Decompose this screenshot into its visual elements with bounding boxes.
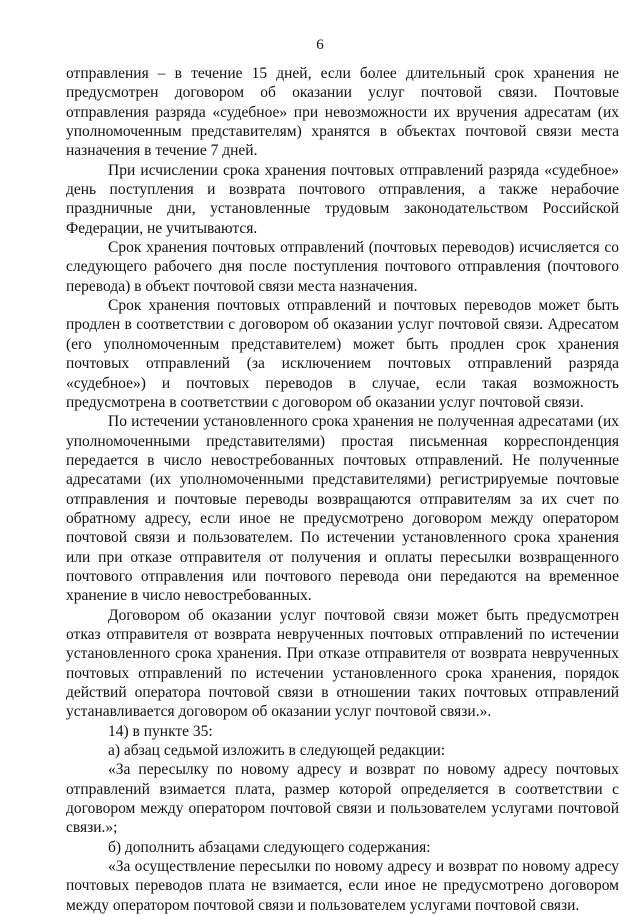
body-paragraph: По истечении установленного срока хранения не полученная адресатами (их уполномоченными представителями) простая письменная корреспонденция передается в число невостребованных почтовых отправлений. Не полученные адресатами (их уполномоченными представителями) регистрируемые почтовые отправления и почтовые переводы возвращаются отправителям за их счет по обратному адресу, если иное не предусмотрено договором между оператором почтовой связи и пользователем. По истечении установленного срока хранения или при отказе отправителя от получения и оплаты пересылки возвращенного почтового отправления или почтового перевода они передаются на временное хранение в число невостребованных. <box>66 413 619 605</box>
body-paragraph: Договором об оказании услуг почтовой связи может быть предусмотрен отказ отправителя от возврата неврученных почтовых отправлений по истечении установленного срока хранения. При отказе отправителя от возврата неврученных почтовых отправлений по истечении установленного срока хранения, порядок действий оператора почтовой связи в отношении таких почтовых отправлений устанавливается договором об оказании услуг почтовой связи.». <box>66 606 619 721</box>
page-number: 6 <box>316 37 324 53</box>
body-paragraph: б) дополнить абзацами следующего содержания: <box>108 838 431 856</box>
body-paragraph: «За осуществление пересылки по новому адресу и возврат по новому адресу почтовых переводов плата не взимается, если иное не предусмотрено договором между оператором почтовой связи и пользователем услугами почтовой связи. <box>66 858 619 914</box>
body-paragraph: Срок хранения почтовых отправлений и почтовых переводов может быть продлен в соответствии с договором об оказании услуг почтовой связи. Адресатом (его уполномоченным представителем) может быть продлен срок хранения почтовых отправлений (за исключением почтовых отправлений разряда «судебное») и почтовых переводов в случае, если такая возможность предусмотрена в соответствии с договором об оказании услуг почтовой связи. <box>66 297 619 411</box>
document-body <box>66 64 619 915</box>
body-paragraph: Срок хранения почтовых отправлений (почтовых переводов) исчисляется со следующего рабочего дня после поступления почтового отправления (почтового перевода) в объект почтовой связи места назначения. <box>66 239 619 295</box>
body-paragraph: а) абзац седьмой изложить в следующей редакции: <box>108 742 446 760</box>
body-paragraph: При исчислении срока хранения почтовых отправлений разряда «судебное» день поступления и возврата почтового отправления, а также нерабочие праздничные дни, установленные трудовым законодательством Российской Федерации, не учитываются. <box>66 161 619 237</box>
body-paragraph: отправления – в течение 15 дней, если более длительный срок хранения не предусмотрен договором об оказании услуг почтовой связи. Почтовые отправления разряда «судебное» при невозможности их вручения адресатам (их уполномоченным представителям) хранятся в объектах почтовой связи места назначения в течение 7 дней. <box>66 65 619 160</box>
body-paragraph: «За пересылку по новому адресу и возврат по новому адресу почтовых отправлений взимается плата, размер которой определяется в соответствии с договором между оператором почтовой связи и пользователем услугами почтовой связи.»; <box>66 761 619 837</box>
body-paragraph: 14) в пункте 35: <box>108 722 213 740</box>
